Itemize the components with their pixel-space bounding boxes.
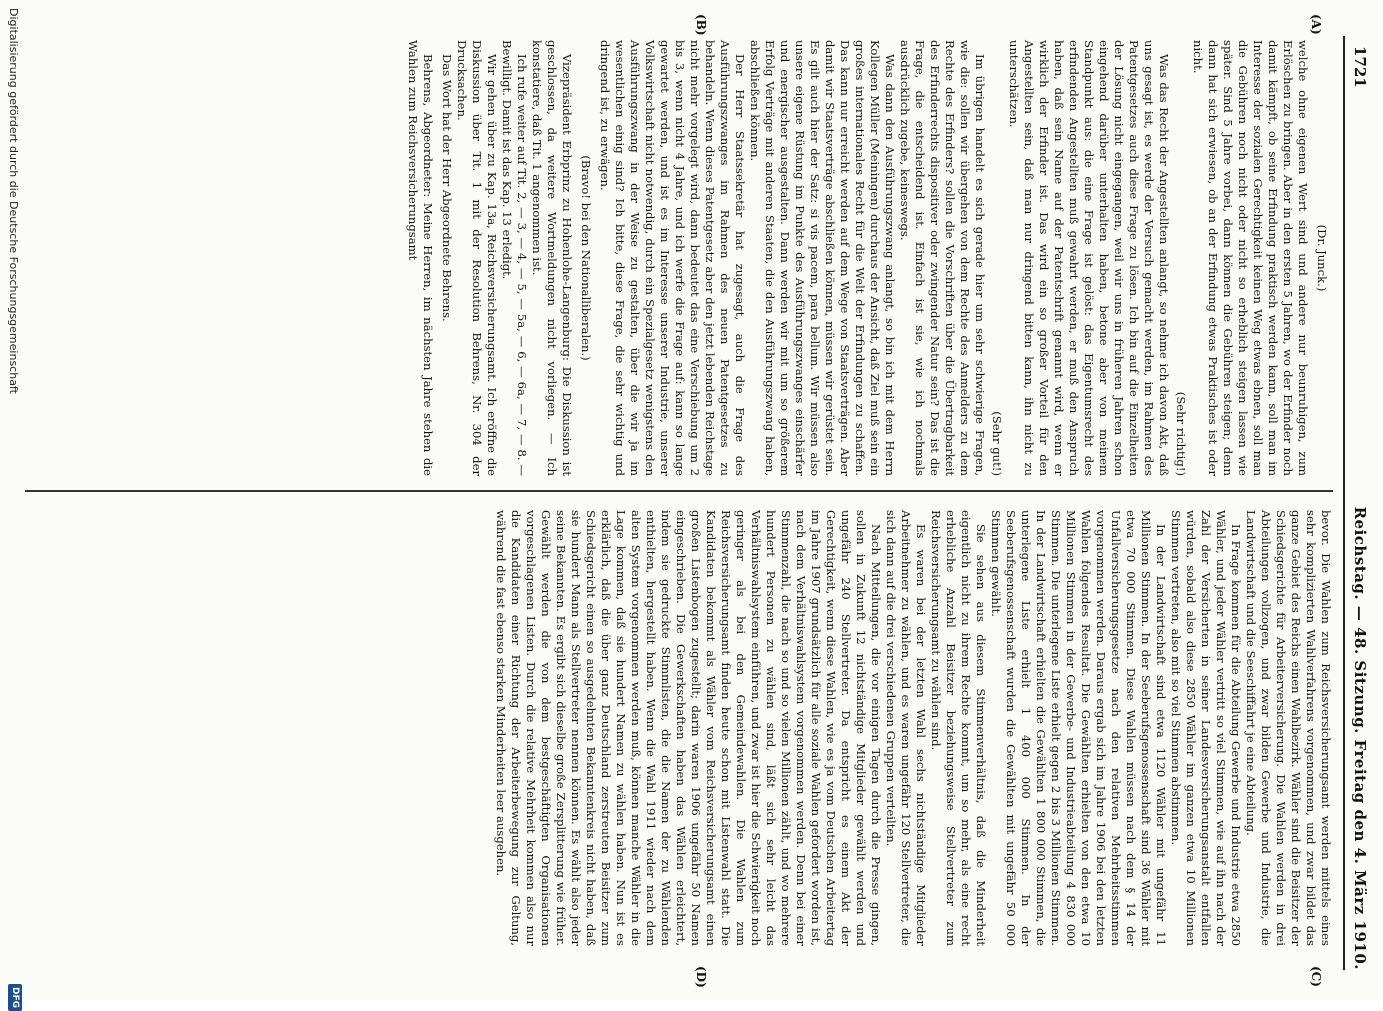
paragraph: Das Wort hat der Herr Abgeordnete Behrens. — [440, 54, 454, 322]
page-header — [1345, 30, 1373, 982]
page-footer — [0, 0, 26, 1009]
page-title: Reichstag. — 48. Sitzung. Freitag den 4. März 1910. — [1351, 506, 1369, 970]
paragraph: welche ohne eigenen Wert sind und andere nur beunruhigen, zum Erlöschen zu bringen. Aber in den ersten 5 Jahren, wo der Erfinder noch damit kämpft, ob seine Erfindung praktisch werden kann, soll man im Interesse der sozialen Gerechtigkeit keinen Weg etwas ebnen, soll man die Gebühren noch nicht oder nicht so erheblich steigen lassen wie später. Sind 5 Jahre vorbei, dann können die Gebühren steigen; denn dann hat sich erwiesen, ob an der Erfindung etwas Praktisches ist oder nicht. — [1191, 40, 1310, 476]
paragraph: Was dann den Ausführungszwang anlangt, so bin ich mit dem Herrn Kollegen Müller (Meiningen) durchaus der Ansicht, daß Ziel muß sein ein großes internationales Recht für die Welt der Erfindungen zu schaffen. Das kann nur erreicht werden auf dem Wege von Staatsverträgen. Aber damit wir Staatsverträge abschließen können, müssen wir gerüstet sein. Es gilt auch hier der Satz: si vis pacem, para bellum. Wir müssen also unsere eigene Rüstung im Punkte des Ausführungszwanges einschärfer und energischer ausgestalten. Dann werden wir mit um so größerem Erfolg Verträge mit anderen Staaten, die den Ausführungszwang haben, abschließen können. — [748, 40, 897, 476]
paragraph: In der Landwirtschaft sind etwa 1120 Wähler mit ungefähr 11 Millionen Stimmen. In der Seeberufsgenossenschaft sind 36 Wähler mit etwa 70 000 Stimmen. Diese Wahlen müssen nach dem § 14 der Unfallversicherungsgesetze nach den relativen Mehrheitsstimmen vorgenommen werden. Daraus ergab sich im Jahre 1906 bei den letzten Wahlen folgendes Resultat. Die Gewählten erhielten von den etwa 10 Millionen Stimmen in der Gewerbe- und Industrieabteilung 4 830 000 Stimmen. Die unterlegene Liste erhielt gegen 2 bis 3 Millionen Stimmen. In der Landwirtschaft erhielten die Gewählten 1 800 000 Stimmen, die unterlegene Liste erhielt 1 400 000 Stimmen. In der Seeberufsgenossenschaft wurden die Gewählten mit ungefähr 50 000 Stimmen gewählt. — [989, 510, 1168, 946]
speaker-paragraph: Vizepräsident Erbprinz zu Hohenlohe-Langenburg: Die Diskussion ist geschlossen, da weitere Wortmeldungen nicht vorliegen. — Ich konstatiere, daß Tit. 1 angenommen ist. — [530, 40, 574, 476]
margin-marker-b: (B) — [694, 14, 708, 36]
interjection: (Sehr gut!) — [990, 411, 1004, 476]
page-number: 1721 — [1351, 46, 1369, 88]
margin-marker-c: (C) — [1309, 966, 1323, 987]
paragraph: Wir gehen über zu Kap. 13a, Reichsversicherungsamt. Ich eröffne die Diskussion über Tit. 1 mit der Resolution Behrens, Nr. 304 der Drucksachen. — [455, 40, 499, 476]
footer-text: Digitalisierung gefördert durch die Deutsche Forschungsgemeinschaft — [7, 8, 20, 394]
paragraph: Im übrigen handelt es sich gerade hier um sehr schwierige Fragen, wie die: sollen wir übergehen von dem Rechte des Anmelders zu dem Rechte des Erfinders? sollen die Vorschriften über die Übertragbarkeit des Erfinderrechts dispositiver oder zwingender Natur sein? Das ist die Frage, die entscheidend ist. Einfach ist sie, wie ich nochmals ausdrücklich zugebe, keineswegs. — [898, 40, 987, 476]
interjection: (Dr. Junck.) — [1315, 224, 1329, 292]
paragraph: Nach Mitteilungen, die vor einigen Tagen durch die Presse gingen, sollen in Zukunft 12 nichtständige Mitglieder gewählt werden und ungefähr 240 Stellvertreter. Da entspricht es einem Akt der Gerechtigkeit, wenn diese Wahlen, wie es ja vom Deutschen Arbeitertag im Jahre 1907 grundsätzlich für alle soziale Wahlen gefordert worden ist, nach dem Verhältniswahlsystem vorgenommen werden. Denn bei einer Stimmenzahl, die nach so und so vielen Millionen zählt, und wo mehrere hundert Personen zu wählen sind, läßt sich sehr leicht das Verhältniswahlsystem einführen, und zwar ist hier die Schwierigkeit noch geringer als bei den Gemeindewahlen. Die Wahlen zum Reichsversicherungsamt finden heute schon mit Listenwahl statt. Die Kandidaten bekommt als Wähler vom Reichsversicherungsamt einen großen Listenbogen zugestellt; darin waren 1906 ungefähr 50 Namen eingeschrieben. Die Gewerkschaften haben das Wählen erleichtert, indem sie gedruckte Stimmlisten, die die Namen der zu Wählenden enthielten, hergestellt haben. Wenn die Wahl 1911 wieder nach dem alten System vorgenommen werden muß, können manche Wähler in die Lage kommen, daß sie hundert Namen zu wählen haben. Nun ist es erklärlich, daß die über ganz Deutschland zerstreuten Beisitzer zum Schiedsgericht einen so ausgedehnten Bekanntenkreis nicht haben, daß sie hundert Mann als Stellvertreter nennen können. Es wählt also jeder seine Bekannten. Es ergibt sich dieselbe große Zersplitterung wie früher. Gewählt werden die von dem bestgeschäftigten Organisationen vorgeschlagenen Listen. Durch die relative Mehrheit kommen also nur die Kandidaten einer Richtung der Arbeiterbewegung zur Geltung, während die fast ebenso starken Minderheiten leer ausgehen. — [494, 510, 883, 946]
paragraph: Sie sehen aus diesem Stimmenverhältnis, daß die Minderheit eigentlich nicht zu ihrem Rechte kommt, um so mehr, als eine recht erhebliche Anzahl Beisitzer beziehungsweise Stellvertreter zum Reichsversicherungsamt zu wählen sind. — [929, 510, 988, 946]
paragraph: Was das Recht der Angestellten anlangt, so nehme ich davon Akt, daß uns gesagt ist, es werde der Versuch gemacht werden, im Rahmen des Patentgesetzes auch diese Frage zu lösen. Ich bin auf die Einzelheiten der Lösung nicht eingegangen, weil wir uns in früheren Jahren schon eingehend darüber unterhalten haben, betone aber von meinem Standpunkt aus: die eine Frage ist gelöst: das Eigentumsrecht des erfindenden Angestellten muß gewahrt werden, er muß den Anspruch haben, daß sein Name auf der Patentschrift genannt wird, wenn er wirklich der Erfinder ist. Das wird ein so großer Vorteil für den Angestellten sein, daß man nur dringend bitten kann, ihn nicht zu unterschätzen. — [1007, 40, 1171, 476]
paragraph: Der Herr Staatssekretär hat zugesagt, auch die Frage des Ausführungszwanges im Rahmen des neuen Patentgesetzes zu behandeln. Wenn dieses Patentgesetz aber den jetzt lebenden Reichstage nicht mehr vorgelegt wird, dann bedeutet das eine Verschiebung um 2 bis 3, wenn nicht 4 Jahre, und ich werfe die Frage auf: kann so lange gewartet werden, und ist es im Interesse unserer Industrie, unserer Volkswirtschaft nicht notwendig, durch ein Spezialgesetz wenigstens den Ausführungszwang in der Weise zu gestalten, über die wir ja im wesentlichen einig sind? Ich bitte, diese Frage, die sehr wichtig und dringend ist, zu erwägen. — [598, 40, 747, 476]
header-rule — [1343, 36, 1345, 970]
column-divider — [25, 490, 1333, 492]
dfg-logo: DFG — [8, 984, 22, 1011]
interjection: (Sehr richtig!) — [1174, 391, 1188, 476]
paragraph: bevor. Die Wahlen zum Reichsversicherungsamt werden mittels eines sehr komplizierten Wahlverfahrens vorgenommen, und zwar bildet das ganze Gebiet des Reichs einen Wahlbezirk. Wähler sind die Beisitzer der Schiedsgerichte für Arbeiterversicherung. Die Wahlen werden in drei Abteilungen vollzogen, und zwar bilden Gewerbe und Industrie, die Landwirtschaft und die Seeschiffahrt je eine Abteilung. — [1244, 510, 1333, 946]
paragraph: Ich rufe weiter auf Tit. 2, — 3, — 4, — 5, — 5a, — 6, — 6a, — 7, — 8. — Bewilligt. Damit ist das Kap. 13 erledigt. — [500, 40, 529, 476]
margin-marker-d: (D) — [694, 966, 708, 988]
left-column — [405, 40, 1333, 476]
interjection: (Bravo! bei den Nationalliberalen.) — [579, 155, 593, 361]
margin-marker-a: (A) — [1309, 14, 1323, 35]
paragraph: In Frage kommen für die Abteilung Gewerbe und Industrie etwa 2850 Wähler, und jeder Wähler vertritt so viel Stimmen, wie auf ihn nach der Zahl der Versicherten in seiner Landesversicherungsanstalt entfallen würden, sobald also diese 2850 Wähler im ganzen etwa 10 Millionen Stimmen vertreten, also mit so viel Stimmen abstimmen. — [1169, 510, 1243, 946]
paragraph: Es waren bei der letzten Wahl sechs nichtständige Mitglieder Arbeitnehmer zu wählen, und es waren ungefähr 120 Stellvertreter, die sich dann auf die drei verschiedenen Gruppen verteilten. — [884, 510, 928, 946]
speaker-paragraph: Behrens, Abgeordneter: Meine Herren, im nächsten Jahre stehen die Wahlen zum Reichsversicherungsamt — [406, 40, 435, 476]
right-column — [493, 510, 1333, 946]
